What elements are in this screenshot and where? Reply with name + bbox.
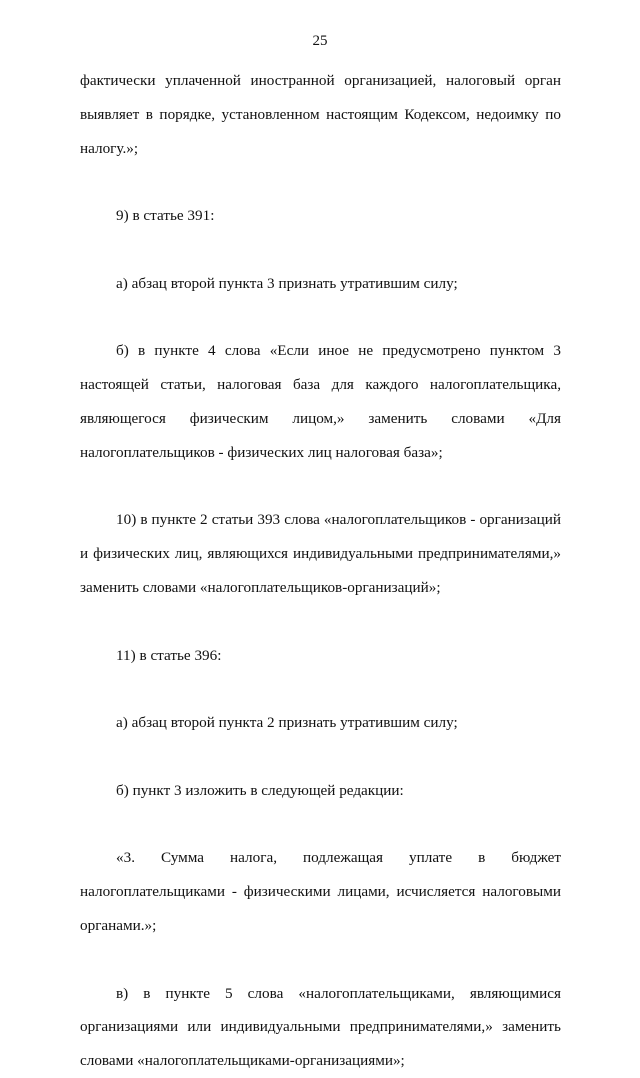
text-line: 9) в статье 391: (116, 207, 215, 225)
text-line: а) абзац второй пункта 3 признать утратившим силу; (116, 274, 458, 292)
text-line: б) в пункте 4 слова «Если иное не предусмотрено пунктом 3 (116, 342, 561, 360)
text-line: заменить словами «налогоплательщиков-организаций»; (80, 578, 441, 596)
text-line: выявляет в порядке, установленном настоящим Кодексом, недоимку по (80, 105, 561, 123)
text-line: настоящей статьи, налоговая база для каждого налогоплательщика, (80, 376, 561, 394)
text-line: органами.»; (80, 916, 157, 934)
text-line: 10) в пункте 2 статьи 393 слова «налогоплательщиков - организаций (116, 511, 561, 529)
text-line: налогоплательщиками - физическими лицами, исчисляется налоговыми (80, 883, 561, 901)
document-body (80, 64, 561, 1078)
page-number: 25 (312, 33, 328, 49)
text-line: налогоплательщиков - физических лиц налоговая база»; (80, 443, 443, 461)
text-line: фактически уплаченной иностранной организацией, налоговый орган (80, 72, 561, 89)
text-line: и физических лиц, являющихся индивидуальными предпринимателями,» (80, 545, 561, 563)
text-line: организациями или индивидуальными предпринимателями,» заменить (80, 1018, 561, 1036)
text-line: являющегося физическим лицом,» заменить словами «Для (80, 409, 561, 427)
text-line: словами «налогоплательщиками-организациями»; (80, 1052, 405, 1070)
text-line: 11) в статье 396: (116, 646, 222, 664)
text-line: налогу.»; (80, 139, 139, 157)
text-line: а) абзац второй пункта 2 признать утратившим силу; (116, 714, 458, 732)
text-line: б) пункт 3 изложить в следующей редакции: (116, 781, 404, 799)
text-line: «3. Сумма налога, подлежащая уплате в бюджет (116, 849, 561, 867)
text-line: в) в пункте 5 слова «налогоплательщиками, являющимися (116, 984, 561, 1002)
